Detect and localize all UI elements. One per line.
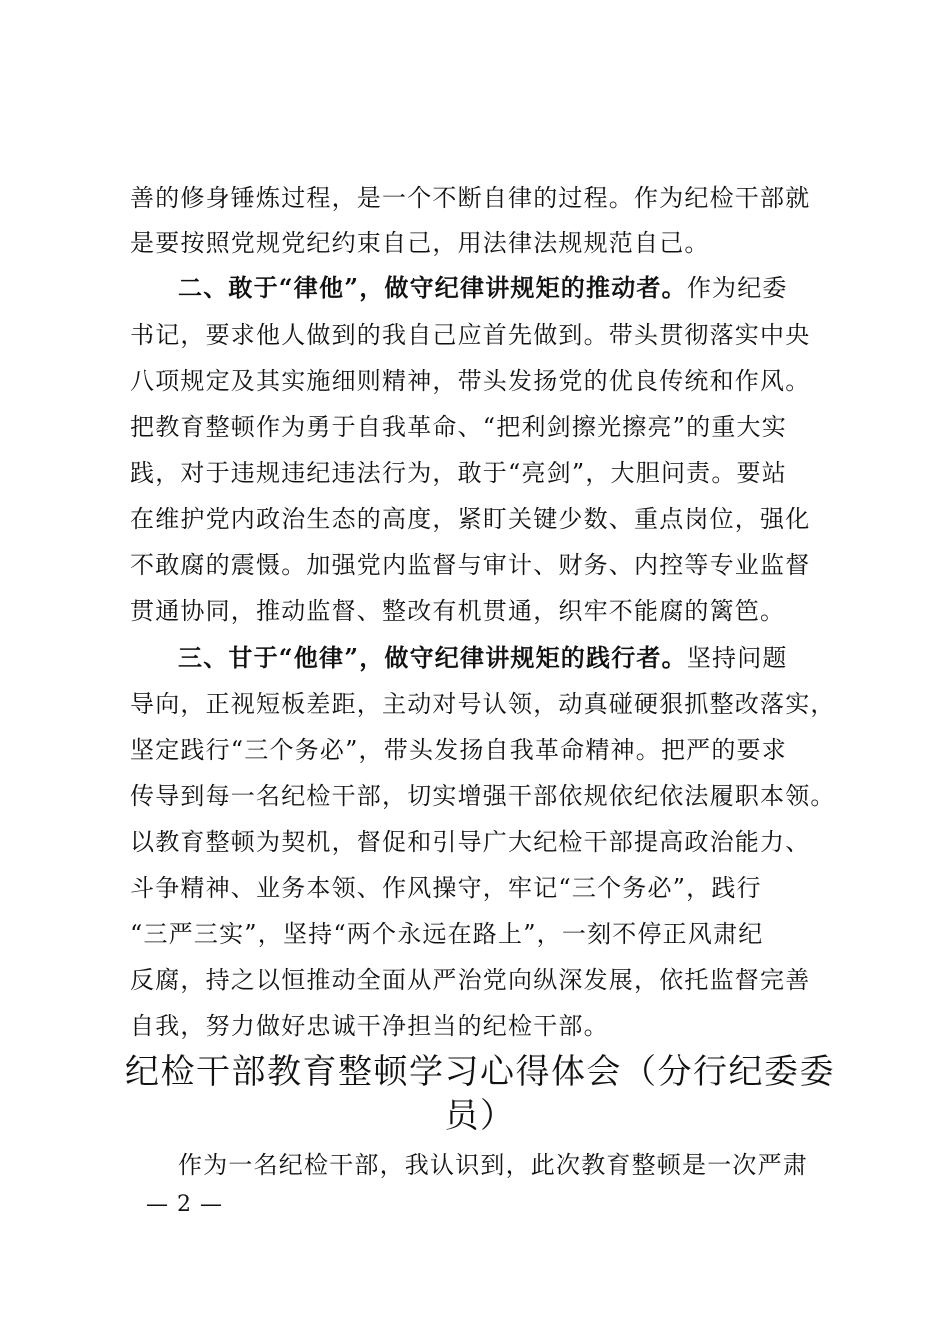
paragraph-2-line: 贯通协同，推动监督、整改有机贯通，织牢不能腐的篱笆。 bbox=[130, 597, 786, 625]
paragraph-3-line: 传导到每一名纪检干部，切实增强干部依规依纪依法履职本领。 bbox=[130, 782, 836, 810]
paragraph-3-line: “三严三实”，坚持“两个永远在路上”，一刻不停正风肃纪 bbox=[130, 920, 764, 948]
paragraph-3-line: 自我，努力做好忠诚干净担当的纪检干部。 bbox=[130, 1012, 609, 1040]
page-number: — 2 — bbox=[146, 1192, 223, 1217]
article-title-line-2: 员） bbox=[444, 1096, 516, 1136]
paragraph-2-line: 书记，要求他人做到的我自己应首先做到。带头贯彻落实中央 bbox=[130, 321, 811, 349]
paragraph-2-line: 不敢腐的震慑。加强党内监督与审计、财务、内控等专业监督 bbox=[130, 551, 811, 579]
paragraph-3-first-line-text: 坚持问题 bbox=[686, 644, 788, 672]
paragraph-3-line: 斗争精神、业务本领、作风操守，牢记“三个务必”，践行 bbox=[130, 874, 762, 902]
paragraph-3-line: 反腐，持之以恒推动全面从严治党向纵深发展，依托监督完善 bbox=[130, 966, 811, 994]
paragraph-3-line: 导向，正视短板差距，主动对号认领，动真碰硬狠抓整改落实， bbox=[130, 690, 836, 718]
section-heading-2: 二、敢于“律他”，做守纪律讲规矩的推动者。 bbox=[178, 273, 687, 302]
paragraph-1-line-2: 是要按照党规党纪约束自己，用法律法规规范自己。 bbox=[130, 229, 710, 257]
paragraph-2-first-line-text: 作为纪委 bbox=[686, 274, 788, 302]
paragraph-3-line: 以教育整顿为契机，督促和引导广大纪检干部提高政治能力、 bbox=[130, 828, 811, 856]
paragraph-2-line: 在维护党内政治生态的高度，紧盯关键少数、重点岗位，强化 bbox=[130, 505, 811, 533]
paragraph-2-first-line bbox=[178, 273, 820, 303]
paragraph-1-line-1: 善的修身锤炼过程，是一个不断自律的过程。作为纪检干部就 bbox=[130, 184, 811, 212]
paragraph-4-first-line: 作为一名纪检干部，我认识到，此次教育整顿是一次严肃 bbox=[178, 1151, 808, 1179]
paragraph-2-line: 把教育整顿作为勇于自我革命、“把利剑擦光擦亮”的重大实 bbox=[130, 413, 787, 441]
paragraph-2-line: 践，对于违规违纪违法行为，敢于“亮剑”，大胆问责。要站 bbox=[130, 459, 787, 487]
paragraph-3-first-line bbox=[178, 643, 820, 673]
paragraph-2-line: 八项规定及其实施细则精神，带头发扬党的优良传统和作风。 bbox=[130, 367, 811, 395]
section-heading-3: 三、甘于“他律”，做守纪律讲规矩的践行者。 bbox=[178, 643, 687, 672]
paragraph-3-line: 坚定践行“三个务必”，带头发扬自我革命精神。把严的要求 bbox=[130, 736, 787, 764]
article-title-line-1: 纪检干部教育整顿学习心得体会（分行纪委委 bbox=[125, 1052, 835, 1092]
